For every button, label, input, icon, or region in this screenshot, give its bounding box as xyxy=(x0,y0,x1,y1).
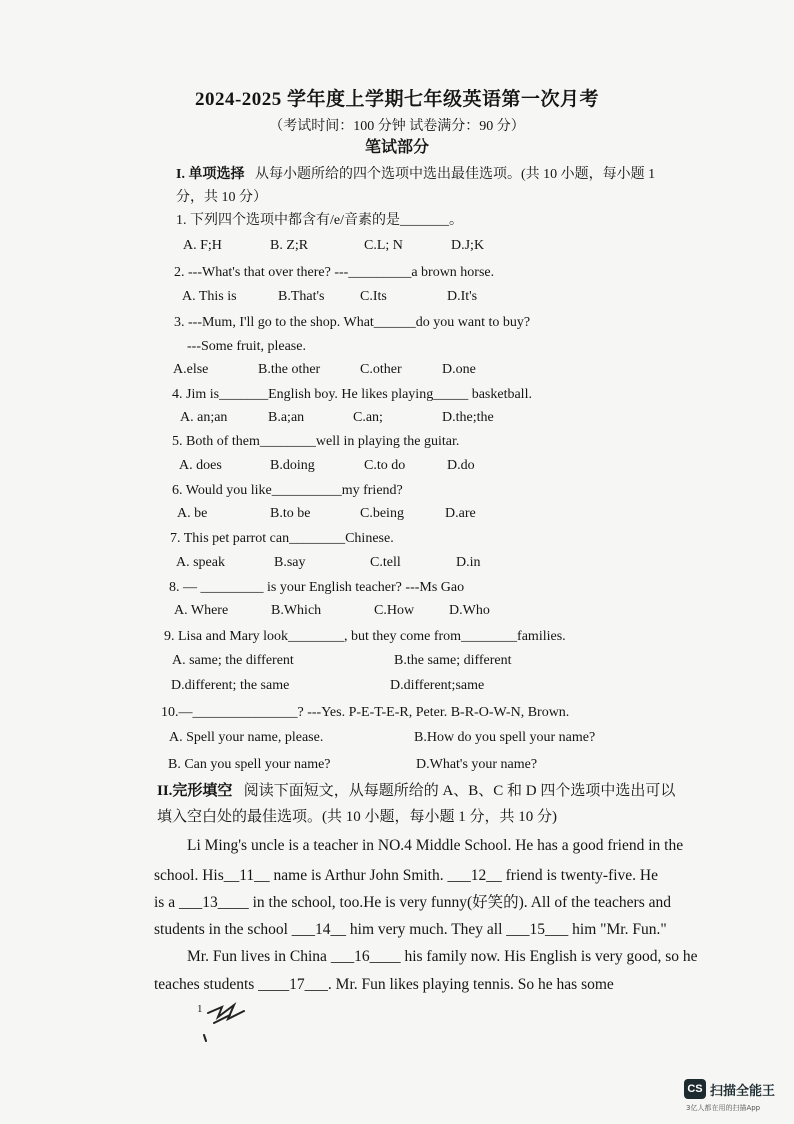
q10-option-b: B.How do you spell your name? xyxy=(414,730,596,745)
q4-option-b: B.a;an xyxy=(268,410,305,425)
question-9-stem: 9. Lisa and Mary look________, but they come from________families. xyxy=(164,629,566,644)
section1-title: I. 单项选择 xyxy=(176,167,245,182)
question-4-stem: 4. Jim is_______English boy. He likes playing_____ basketball. xyxy=(172,387,532,402)
camscanner-tagline: 3亿人都在用的扫描App xyxy=(686,1104,761,1112)
q2-option-c: C.Its xyxy=(360,289,387,304)
q1-option-c: C.L; N xyxy=(364,238,403,253)
question-8-stem: 8. — _________ is your English teacher? ---Ms Gao xyxy=(169,580,465,595)
q3-option-b: B.the other xyxy=(258,362,321,377)
question-1-stem: 1. 下列四个选项中都含有/e/音素的是_______。 xyxy=(176,213,463,228)
q6-option-c: C.being xyxy=(360,506,404,521)
question-10-stem: 10.—_______________? ---Yes. P-E-T-E-R, Peter. B-R-O-W-N, Brown. xyxy=(161,705,570,720)
q9-option-b: B.the same; different xyxy=(394,653,512,668)
section2-instruction: 阅读下面短文，从每题所给的 A、B、C 和 D 四个选项中选出可以 xyxy=(243,783,676,799)
q4-option-c: C.an; xyxy=(353,410,383,425)
q1-option-d: D.J;K xyxy=(451,238,485,253)
q9-option-c: D.different; the same xyxy=(171,678,290,693)
part-heading: 笔试部分 xyxy=(364,139,429,156)
question-3-stem: 3. ---Mum, I'll go to the shop. What______do you want to buy? xyxy=(174,315,531,330)
section1-instruction: 从每小题所给的四个选项中选出最佳选项。(共 10 小题，每小题 1 xyxy=(254,167,656,182)
q7-option-a: A. speak xyxy=(176,555,225,570)
exam-title: 2024-2025 学年度上学期七年级英语第一次月考 xyxy=(194,89,600,110)
q6-option-b: B.to be xyxy=(270,506,311,521)
q5-option-d: D.do xyxy=(447,458,475,473)
section2-instruction-cont: 填入空白处的最佳选项。(共 10 小题，每小题 1 分，共 10 分) xyxy=(157,809,557,825)
q5-option-b: B.doing xyxy=(270,458,315,473)
passage-line-1: Li Ming's uncle is a teacher in NO.4 Middle School. He has a good friend in the xyxy=(187,837,684,854)
camscanner-logo-icon: CS xyxy=(684,1079,706,1099)
camscanner-watermark xyxy=(684,1079,794,1119)
question-3-stem-reply: ---Some fruit, please. xyxy=(187,339,306,354)
question-2-stem: 2. ---What's that over there? ---_________a brown horse. xyxy=(174,265,495,280)
q3-option-d: D.one xyxy=(442,362,476,377)
q4-option-a: A. an;an xyxy=(180,410,228,425)
q1-option-a: A. F;H xyxy=(183,238,222,253)
passage-line-2: school. His__11__ name is Arthur John Smith. ___12__ friend is twenty-five. He xyxy=(154,867,658,884)
q4-option-d: D.the;the xyxy=(442,410,494,425)
q10-option-d: D.What's your name? xyxy=(416,757,538,772)
q6-option-a: A. be xyxy=(177,506,208,521)
q10-option-a: A. Spell your name, please. xyxy=(169,730,324,745)
q6-option-d: D.are xyxy=(445,506,476,521)
q8-option-a: A. Where xyxy=(174,603,229,618)
q5-option-c: C.to do xyxy=(364,458,406,473)
q9-option-a: A. same; the different xyxy=(172,653,294,668)
q7-option-c: C.tell xyxy=(370,555,401,570)
passage-line-4: students in the school ___14__ him very much. They all ___15___ him "Mr. Fun." xyxy=(154,921,667,938)
passage-line-3: is a ___13____ in the school, too.He is very funny(好笑的). All of the teachers and xyxy=(154,894,671,911)
question-5-stem: 5. Both of them________well in playing the guitar. xyxy=(172,434,460,449)
q8-option-c: C.How xyxy=(374,603,415,618)
q2-option-a: A. This is xyxy=(182,289,237,304)
q9-option-d: D.different;same xyxy=(390,678,485,693)
q8-option-b: B.Which xyxy=(271,603,322,618)
exam-subtitle: （考试时间：100 分钟 试卷满分：90 分） xyxy=(269,119,525,134)
q1-option-b: B. Z;R xyxy=(270,238,309,253)
q8-option-d: D.Who xyxy=(449,603,490,618)
q10-option-c: B. Can you spell your name? xyxy=(168,757,331,772)
q3-option-c: C.other xyxy=(360,362,402,377)
page-number: 1 xyxy=(197,1003,203,1015)
question-7-stem: 7. This pet parrot can________Chinese. xyxy=(170,531,394,546)
section2-heading xyxy=(157,782,675,800)
camscanner-name: 扫描全能王 xyxy=(710,1084,776,1099)
q5-option-a: A. does xyxy=(179,458,222,473)
question-6-stem: 6. Would you like__________my friend? xyxy=(172,483,403,498)
passage-line-5: Mr. Fun lives in China ___16____ his family now. His English is very good, so he xyxy=(187,948,698,965)
section2-title: II.完形填空 xyxy=(157,783,233,799)
q2-option-b: B.That's xyxy=(278,289,325,304)
q3-option-a: A.else xyxy=(173,362,209,377)
section1-heading xyxy=(176,166,655,184)
handwritten-scribble xyxy=(200,995,260,1045)
passage-line-6: teaches students ____17___. Mr. Fun likes playing tennis. So he has some xyxy=(154,976,614,993)
q7-option-d: D.in xyxy=(456,555,481,570)
q7-option-b: B.say xyxy=(274,555,306,570)
q2-option-d: D.It's xyxy=(447,289,478,304)
section1-instruction-cont: 分，共 10 分） xyxy=(176,190,267,205)
